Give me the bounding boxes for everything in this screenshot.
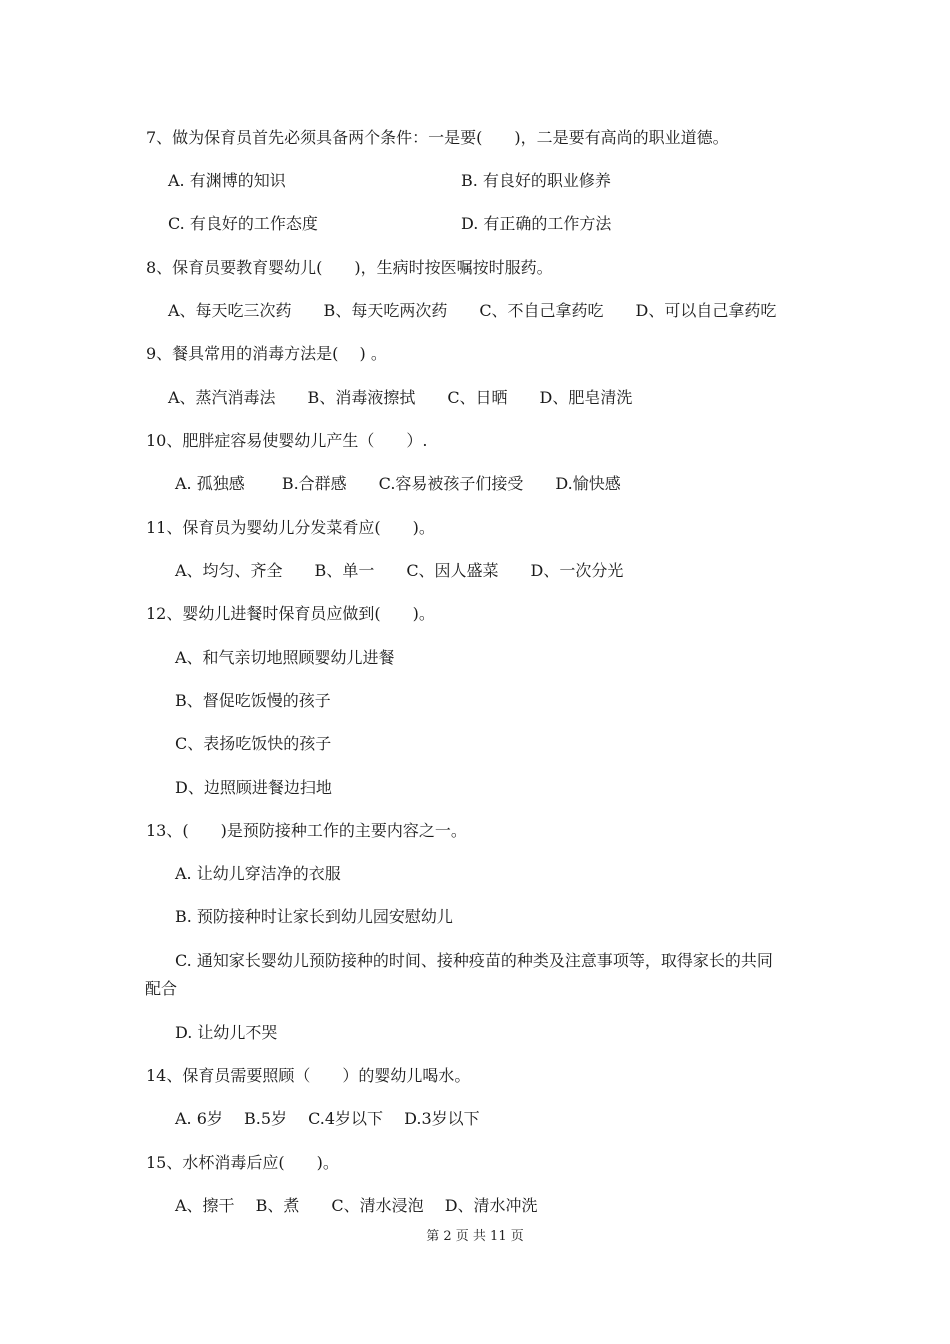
question-12-option-c: C、表扬吃饭快的孩子 [175, 734, 332, 753]
question-15-stem: 15、水杯消毒后应( )。 [146, 1153, 339, 1172]
question-12-option-b: B、督促吃饭慢的孩子 [175, 691, 331, 710]
question-14-options: A. 6岁 B.5岁 C.4岁以下 D.3岁以下 [175, 1109, 480, 1128]
question-12-stem: 12、婴幼儿进餐时保育员应做到( )。 [146, 604, 435, 623]
question-11-stem: 11、保育员为婴幼儿分发菜肴应( )。 [146, 518, 435, 537]
question-7-stem: 7、做为保育员首先必须具备两个条件：一是要( )，二是要有高尚的职业道德。 [146, 128, 729, 147]
question-13-option-c-line1: C. 通知家长婴幼儿预防接种的时间、接种疫苗的种类及注意事项等，取得家长的共同 [175, 951, 773, 970]
question-10-stem: 10、肥胖症容易使婴幼儿产生（ ）. [146, 431, 428, 450]
question-12-option-d: D、边照顾进餐边扫地 [175, 778, 332, 797]
question-7-option-d: D. 有正确的工作方法 [461, 214, 612, 233]
question-12-option-a: A、和气亲切地照顾婴幼儿进餐 [175, 648, 395, 667]
question-8-stem: 8、保育员要教育婴幼儿( )，生病时按医嘱按时服药。 [146, 258, 553, 277]
question-13-option-c-line2: 配合 [145, 979, 178, 998]
question-10-options: A. 孤独感 B.合群感 C.容易被孩子们接受 D.愉快感 [175, 474, 621, 493]
question-11-options: A、均匀、齐全 B、单一 C、因人盛菜 D、一次分光 [175, 561, 624, 580]
question-15-options: A、擦干 B、煮 C、清水浸泡 D、清水冲洗 [175, 1196, 538, 1215]
question-9-options: A、蒸汽消毒法 B、消毒液擦拭 C、日晒 D、肥皂清洗 [168, 388, 633, 407]
question-7-option-c: C. 有良好的工作态度 [168, 214, 318, 233]
question-7-option-b: B. 有良好的职业修养 [461, 171, 611, 190]
question-13-option-a: A. 让幼儿穿洁净的衣服 [175, 864, 341, 883]
question-9-stem: 9、餐具常用的消毒方法是( ) 。 [146, 344, 387, 363]
question-13-option-b: B. 预防接种时让家长到幼儿园安慰幼儿 [175, 907, 453, 926]
question-13-option-d: D. 让幼儿不哭 [175, 1023, 278, 1042]
question-13-stem: 13、( )是预防接种工作的主要内容之一。 [146, 821, 467, 840]
question-7-option-a: A. 有渊博的知识 [168, 171, 286, 190]
question-14-stem: 14、保育员需要照顾（ ）的婴幼儿喝水。 [146, 1066, 471, 1085]
page-number: 第 2 页 共 11 页 [426, 1229, 524, 1244]
question-8-options: A、每天吃三次药 B、每天吃两次药 C、不自己拿药吃 D、可以自己拿药吃 [168, 301, 777, 320]
